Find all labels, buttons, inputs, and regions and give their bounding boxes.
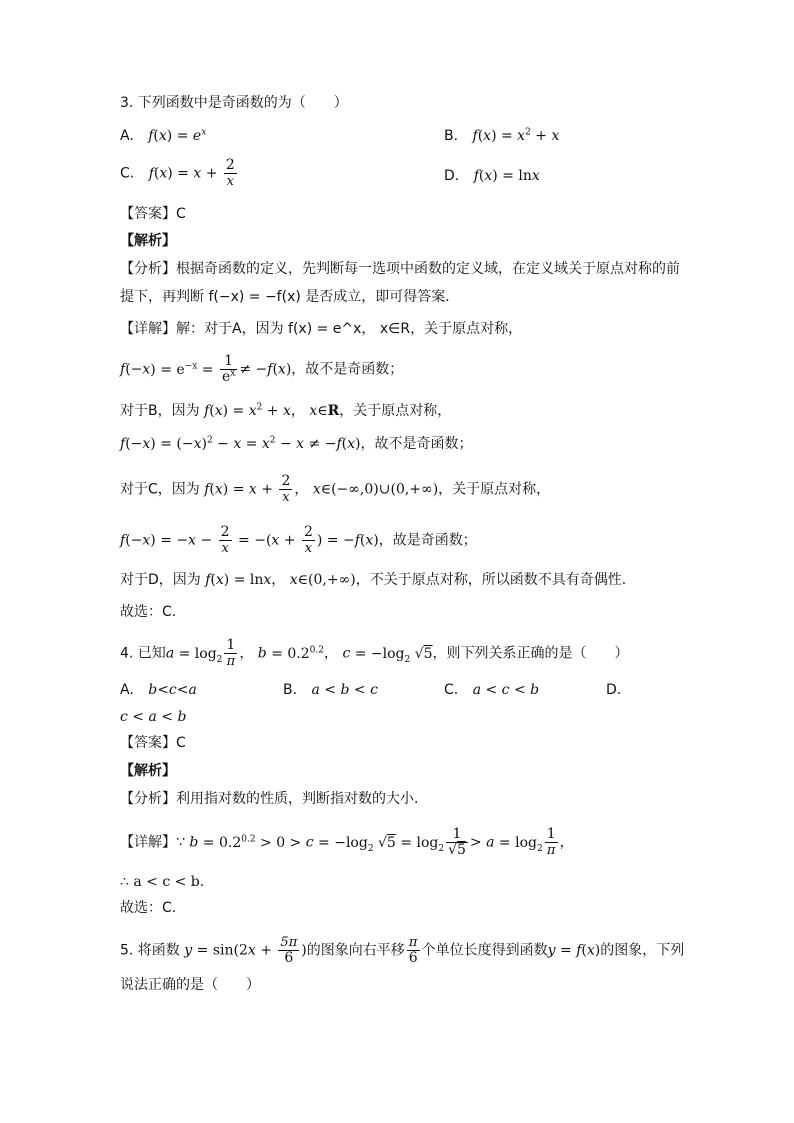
q3-option-a: A. $f(x) = e^x$ — [120, 127, 207, 144]
q5-stem-line2: 说法正确的是（ ） — [120, 977, 260, 993]
q3-detail-line4: $f(-x) = (-x)^2 - x = x^2 - x \ne -f(x)$，故不是奇函数； — [120, 435, 473, 452]
q4-analysis-heading: 【解析】 — [120, 763, 176, 779]
q3-stem: 3. 下列函数中是奇函数的为（ ） — [120, 95, 348, 111]
q3-fenxi-line1: 【分析】根据奇函数的定义，先判断每一选项中函数的定义域，在定义域关于原点对称的前 — [120, 261, 680, 277]
q3-detail-line1: 【详解】解：对于A，因为 f(x) = e^x， x∈R，关于原点对称， — [120, 321, 523, 337]
q3-detail-line3: 对于B，因为 $f(x) = x^2 + x$， x∈R，关于原点对称， — [120, 402, 452, 419]
q4-option-b-label: B. — [283, 682, 298, 698]
q3-analysis-heading: 【解析】 — [120, 233, 176, 249]
q3-option-b: B. $f(x) = x^2 + x$ — [444, 127, 560, 144]
q4-option-a: A. b<c<a — [120, 682, 197, 698]
q4-option-c: C. a < c < b — [444, 682, 540, 698]
q3-detail-line7: 对于D，因为 f(x) = lnx， x∈(0,+∞)，不关于原点对称，所以函数不具有奇偶性. — [120, 572, 627, 588]
q3-answer: 【答案】C — [120, 206, 186, 222]
q3-option-b-label: B. — [444, 128, 459, 144]
q4-option-a-label: A. — [120, 682, 134, 698]
q4-option-d: c < a < b — [120, 709, 187, 725]
q3-option-c: C. f(x) = x + $\frac{2}{x}$ — [120, 157, 235, 189]
q3-conclusion: 故选：C. — [120, 604, 177, 620]
q3-option-c-label: C. — [120, 165, 135, 182]
q3-option-d-label: D. — [444, 168, 460, 184]
q4-option-d-label-wrap — [606, 680, 621, 700]
q3-option-a-label: A. — [120, 128, 134, 144]
q4-fenxi: 【分析】利用指对数的性质，判断指对数的大小. — [120, 791, 419, 807]
q4-answer: 【答案】C — [120, 735, 186, 751]
q4-stem: 4. 已知$a = \log_2$ $\frac{1}{\pi}$ ， $b = 0.2^{0.2}$， $c = -\log_2$ √5，则下列关系正确的是（ ） — [120, 637, 629, 669]
q3-option-d: D. f(x) = lnx — [444, 168, 540, 184]
q4-option-b: B. a < b < c — [283, 682, 378, 698]
q4-option-c-label: C. — [444, 682, 459, 698]
q4-option-d-label: D. — [606, 682, 622, 698]
q5-stem-line1: 5. 将函数 y = sin(2x + $\frac{5\pi}{6}$ )的图象向右平移 $\frac{\pi}{6}$ 个单位长度得到函数y = f(x)的图象，下列 — [120, 935, 685, 966]
q3-detail-line6: f(−x) = −x − $\frac{2}{x}$ = −(x + $\frac{2}{x}$ ) = −f(x)，故是奇函数； — [120, 524, 477, 556]
q3-detail-line2: $f(-x) = e^{-x}$ = $\frac{1}{e^x}$ ≠ −f(x)，故不是奇函数； — [120, 353, 404, 385]
q3-fenxi-line2: 提下，再判断 f(−x) = −f(x) 是否成立，即可得答案. — [120, 289, 450, 305]
q4-conclusion: 故选：C. — [120, 900, 177, 916]
q3-detail-line5: 对于C，因为 f(x) = x + $\frac{2}{x}$ ， x∈(−∞,0)∪(0,+∞)，关于原点对称， — [120, 473, 551, 505]
q4-detail-line1: 【详解】∵ $b = 0.2^{0.2} > 0 > c = -\log_2$ $√5 = \log_2$ $\frac{1}{√5}$ > $a = \log_2$ $\frac{1}{\pi}$ ， — [120, 826, 574, 858]
q4-detail-line2: ∴ a < c < b. — [120, 874, 205, 890]
